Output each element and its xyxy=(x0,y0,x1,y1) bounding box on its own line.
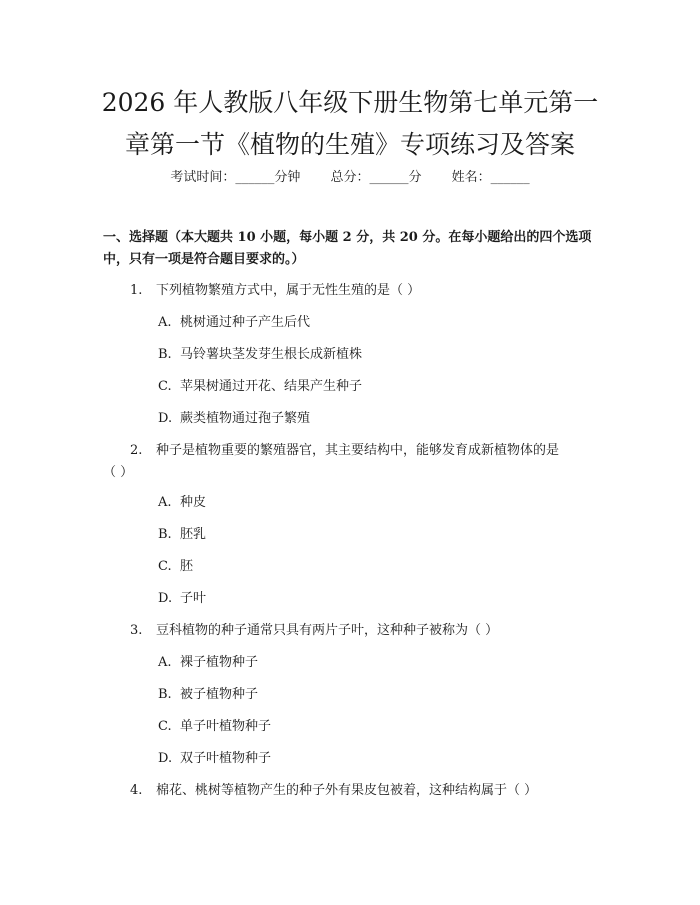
option-text: 单子叶植物种子 xyxy=(180,719,272,734)
option-text: 胚 xyxy=(180,559,194,574)
option-3a[interactable] xyxy=(158,652,258,674)
option-letter: C. xyxy=(158,379,172,394)
option-text: 种皮 xyxy=(180,495,207,510)
option-2c[interactable] xyxy=(158,556,193,578)
option-1b[interactable] xyxy=(158,344,362,366)
section-heading: 一、选择题（本大题共 10 小题，每小题 2 分，共 20 分。在每小题给出的四个选项中，只有一项是符合题目要求的。） xyxy=(103,230,592,267)
option-letter: A. xyxy=(158,495,172,510)
question-2-continuation: （ ） xyxy=(103,465,134,480)
time-label: 考试时间： xyxy=(170,170,236,185)
option-letter: C. xyxy=(158,559,172,574)
question-text: 棉花、桃树等植物产生的种子外有果皮包被着，这种结构属于（ ） xyxy=(156,783,538,798)
exam-info-line xyxy=(0,166,700,185)
time-blank: ______ xyxy=(235,170,275,185)
option-text: 双子叶植物种子 xyxy=(180,751,272,766)
option-letter: D. xyxy=(158,411,173,426)
question-number: 1. xyxy=(130,283,143,298)
time-unit: 分钟 xyxy=(274,170,301,185)
option-letter: B. xyxy=(158,687,172,702)
option-text: 马铃薯块茎发芽生根长成新植株 xyxy=(180,347,363,362)
question-3 xyxy=(130,620,498,642)
question-1 xyxy=(130,280,420,302)
option-2b[interactable] xyxy=(158,524,206,546)
question-number: 4. xyxy=(130,783,143,798)
option-letter: A. xyxy=(158,315,172,330)
name-label: 姓名： xyxy=(451,170,491,185)
question-text: 豆科植物的种子通常只具有两片子叶，这种种子被称为（ ） xyxy=(156,623,499,638)
option-text: 胚乳 xyxy=(180,527,207,542)
title-line-2: 章第一节《植物的生殖》专项练习及答案 xyxy=(124,130,575,159)
score-unit: 分 xyxy=(408,170,422,185)
option-text: 子叶 xyxy=(180,591,207,606)
option-text: 被子植物种子 xyxy=(180,687,259,702)
title-line-1: 2026 年人教版八年级下册生物第七单元第一 xyxy=(101,88,599,117)
name-blank: ______ xyxy=(490,170,530,185)
option-letter: D. xyxy=(158,751,173,766)
option-3b[interactable] xyxy=(158,684,258,706)
option-3d[interactable] xyxy=(158,748,271,770)
question-number: 2. xyxy=(130,443,143,458)
score-label: 总分： xyxy=(330,170,370,185)
document-title xyxy=(0,82,700,166)
option-text: 苹果树通过开花、结果产生种子 xyxy=(180,379,363,394)
option-1c[interactable] xyxy=(158,376,362,398)
option-3c[interactable] xyxy=(158,716,271,738)
score-blank: ______ xyxy=(369,170,409,185)
question-text: 种子是植物重要的繁殖器官，其主要结构中，能够发育成新植物体的是 xyxy=(156,443,560,458)
option-text: 蕨类植物通过孢子繁殖 xyxy=(180,411,311,426)
question-2 xyxy=(130,440,559,462)
option-letter: B. xyxy=(158,527,172,542)
option-text: 裸子植物种子 xyxy=(180,655,259,670)
option-letter: D. xyxy=(158,591,173,606)
option-2a[interactable] xyxy=(158,492,206,514)
option-letter: A. xyxy=(158,655,172,670)
question-number: 3. xyxy=(130,623,143,638)
option-letter: C. xyxy=(158,719,172,734)
option-1a[interactable] xyxy=(158,312,310,334)
option-letter: B. xyxy=(158,347,172,362)
option-text: 桃树通过种子产生后代 xyxy=(180,315,311,330)
option-1d[interactable] xyxy=(158,408,310,430)
question-4 xyxy=(130,780,537,802)
question-text: 下列植物繁殖方式中，属于无性生殖的是（ ） xyxy=(156,283,421,298)
option-2d[interactable] xyxy=(158,588,206,610)
